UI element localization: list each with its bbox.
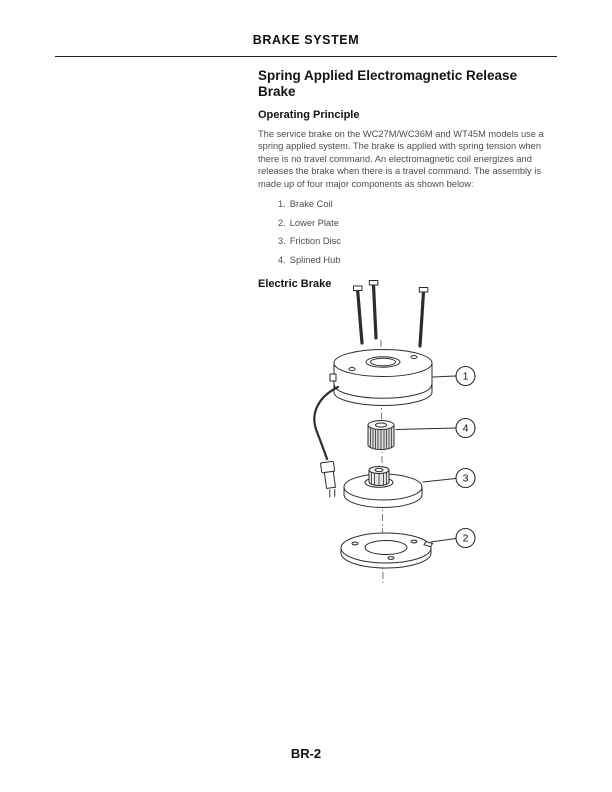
callout-1 <box>433 367 475 386</box>
list-item <box>278 255 558 266</box>
page-header-title: BRAKE SYSTEM <box>252 33 360 47</box>
header-rule <box>55 56 557 57</box>
callout-3-number: 3 <box>462 472 469 485</box>
component-list <box>258 199 558 266</box>
callout-2-number: 2 <box>462 532 469 545</box>
list-item-label: Friction Disc <box>289 236 341 247</box>
list-item-number: 2. <box>278 217 286 228</box>
list-item-label: Lower Plate <box>289 217 339 228</box>
electric-brake-diagram <box>300 276 490 588</box>
list-item <box>278 199 558 210</box>
brake-coil-part <box>330 350 432 406</box>
section-title: Spring Applied Electromagnetic Release Brake <box>258 68 518 99</box>
diagram-heading: Electric Brake <box>258 277 332 290</box>
callout-1-number: 1 <box>462 370 469 383</box>
callout-4-number: 4 <box>462 422 469 435</box>
list-item-number: 1. <box>278 199 286 210</box>
content-column <box>258 64 558 290</box>
list-item-number: 3. <box>278 236 286 247</box>
list-item <box>278 218 558 229</box>
page-number: BR-2 <box>290 746 322 761</box>
operating-principle-heading: Operating Principle <box>258 109 360 121</box>
wire-connector-part <box>314 387 338 498</box>
list-item <box>278 236 558 247</box>
list-item-label: Brake Coil <box>289 199 333 210</box>
mounting-bolts-part <box>354 281 428 347</box>
exploded-view-drawing <box>300 276 490 588</box>
list-item-label: Splined Hub <box>289 254 341 265</box>
body-paragraph: The service brake on the WC27M/WC36M and WT45M models use a spring applied system. The brake is applied with spring tension when there is no travel command. An electromagnetic coil energizes and releases the brake when there is a travel command. The assembly is made up of four major components as shown below: <box>258 129 544 189</box>
list-item-number: 4. <box>278 254 286 265</box>
lower-plate-part <box>341 533 433 568</box>
friction-disc-part <box>344 467 422 508</box>
splined-hub-part <box>368 421 394 450</box>
